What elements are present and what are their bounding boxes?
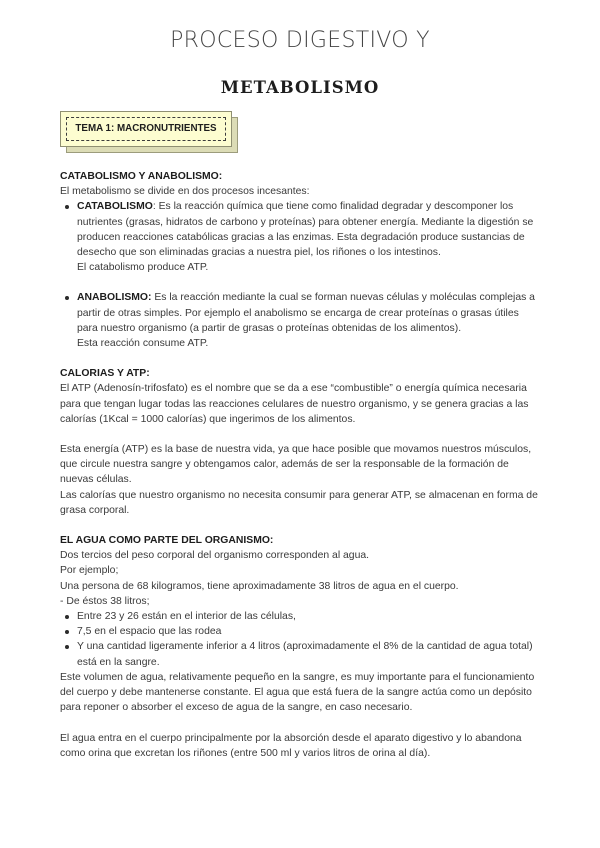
list-item: Entre 23 y 26 están en el interior de las células, <box>60 609 542 624</box>
term-anabolismo: ANABOLISMO: <box>77 292 152 304</box>
paragraph-calorias-grasa: Las calorías que nuestro organismo no necesita consumir para generar ATP, se almacenan en forma de grasa corporal. <box>60 489 538 516</box>
list-item-catabolismo <box>60 199 542 260</box>
note-anabolismo: Esta reacción consume ATP. <box>77 338 209 350</box>
paragraph-atp-definition: El ATP (Adenosín-trifosfato) es el nombre que se da a ese “combustible” o energía química necesaria para que tengan lugar todas las reacciones celulares de nuestro organismo, y se genera gracias a las calorías (1Kcal = 1000 calorías) que ingerimos de los alimentos. <box>60 383 529 425</box>
metabolism-list <box>60 199 542 260</box>
paragraph-agua-volumen: Este volumen de agua, relativamente pequeño en la sangre, es muy importante para el funcionamiento del cuerpo y debe mantenerse constante. El agua que está fuera de la sangre actúa como un depósito para reponer o absorber el exceso de agua de la sangre, en caso necesario. <box>60 671 535 714</box>
list-item-anabolismo <box>60 290 542 336</box>
spacer <box>60 716 542 731</box>
note-catabolismo: El catabolismo produce ATP. <box>77 262 209 274</box>
metabolism-list-2 <box>60 290 542 336</box>
line-agua-4: - De éstos 38 litros; <box>60 595 150 607</box>
definition-catabolismo: Es la reacción química que tiene como finalidad degradar y descomponer los nutrientes (grasas, hidratos de carbono y proteínas) para obtener energía. Mediante la digestión se producen reacciones catabólicas gracias a las enzimas. Esta degradación produce sustancias de desecho que son eliminadas gracias a nuestra piel, los riñones o los intestinos. <box>77 201 534 259</box>
definition-anabolismo: Es la reacción mediante la cual se forman nuevas células y moléculas complejas a partir de otras simples. Por ejemplo el anabolismo se encarga de crear proteínas o grasas útiles para nuestro organismo (a partir de grasas o proteínas obtenidas de los alimentos). <box>77 292 535 334</box>
tema-badge-box <box>60 111 232 147</box>
list-item: Y una cantidad ligeramente inferior a 4 litros (aproximadamente el 8% de la cantidad de agua total) está en la sangre. <box>60 639 542 669</box>
heading-agua: EL AGUA COMO PARTE DEL ORGANISMO: <box>60 535 274 547</box>
title-line-2: METABOLISMO <box>220 78 380 97</box>
title-line-1: PROCESO DIGESTIVO Y <box>170 28 430 53</box>
document-body <box>60 169 542 761</box>
water-distribution-list <box>60 609 542 670</box>
spacer <box>60 427 542 442</box>
heading-calorias-atp: CALORIAS Y ATP: <box>60 368 150 380</box>
paragraph-agua-absorcion: El agua entra en el cuerpo principalmente por la absorción desde el aparato digestivo y lo abandona como orina que excretan los riñones (entre 500 ml y varios litros de orina al día). <box>60 732 522 759</box>
paragraph-atp-energy: Esta energía (ATP) es la base de nuestra vida, ya que hace posible que movamos nuestros músculos, que circule nuestra sangre y obtengamos calor, además de ser la responsable de la formación de nuevas células. <box>60 444 532 486</box>
list-item: 7,5 en el espacio que las rodea <box>60 624 542 639</box>
spacer <box>60 518 542 533</box>
spacer <box>60 351 542 366</box>
term-separator: : <box>152 201 159 213</box>
line-agua-3: Una persona de 68 kilogramos, tiene aproximadamente 38 litros de agua en el cuerpo. <box>60 580 459 592</box>
spacer <box>60 275 542 290</box>
term-catabolismo: CATABOLISMO <box>77 201 153 213</box>
line-agua-1: Dos tercios del peso corporal del organismo corresponden al agua. <box>60 550 370 562</box>
line-agua-2: Por ejemplo; <box>60 565 119 577</box>
heading-catabolismo-anabolismo: CATABOLISMO Y ANABOLISMO: <box>60 171 223 182</box>
paragraph-intro: El metabolismo se divide en dos procesos incesantes: <box>60 186 310 198</box>
tema-badge <box>60 111 240 155</box>
tema-label: TEMA 1: MACRONUTRIENTES <box>66 117 226 141</box>
